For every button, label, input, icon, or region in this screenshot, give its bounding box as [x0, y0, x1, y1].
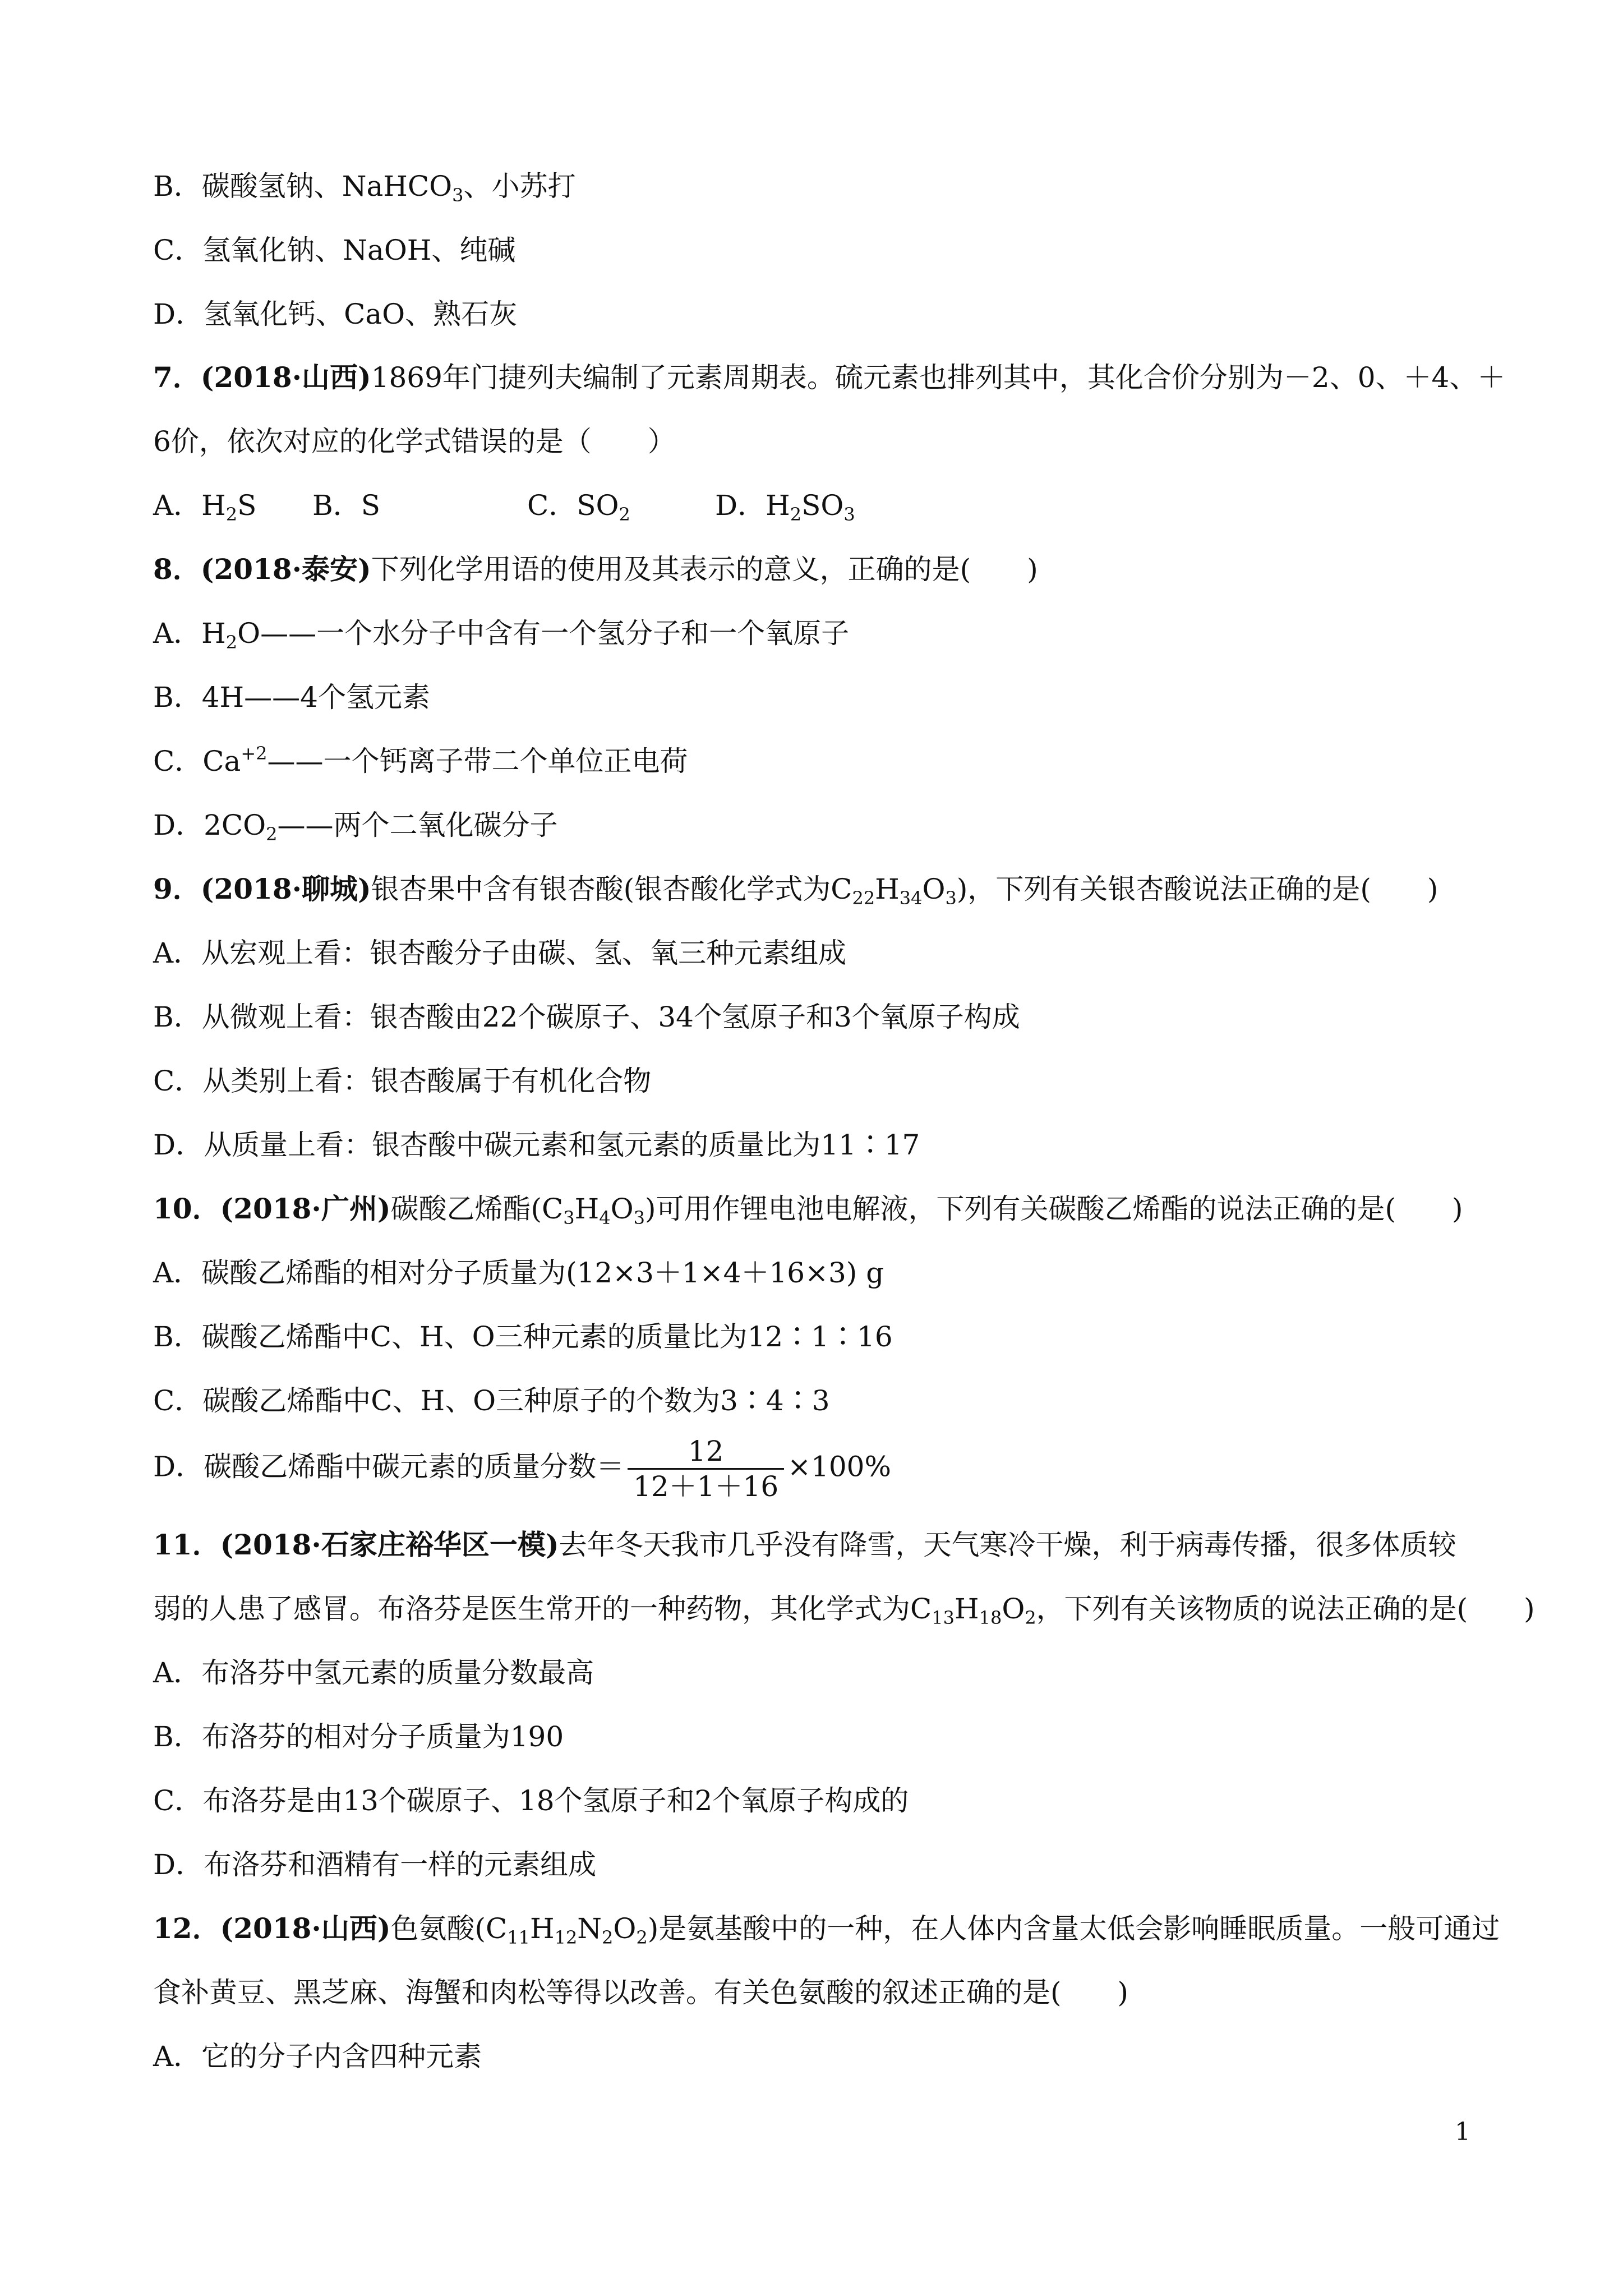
option-line: C．氢氧化钠、NaOH、纯碱	[153, 234, 516, 266]
option-line: A．它的分子内含四种元素	[153, 2040, 482, 2073]
question-7: 7．(2018·山西)1869年门捷列夫编制了元素周期表。硫元素也排列其中，其化合价分别为－2、0、＋4、＋	[153, 361, 1506, 394]
option-line: B．4H——4个氢元素	[153, 681, 430, 714]
question-9: 9．(2018·聊城)银杏果中含有银杏酸(银杏酸化学式为$C_{22}H_{34}O_3$)，下列有关银杏酸说法正确的是( )	[153, 872, 1438, 909]
option-line: A．布洛芬中氢元素的质量分数最高	[153, 1657, 594, 1689]
option-line: A．从宏观上看：银杏酸分子由碳、氢、氧三种元素组成	[153, 937, 847, 969]
question-10: 10．(2018·广州)碳酸乙烯酯$(C_3H_4O_3)$可用作锂电池电解液，下列有关碳酸乙烯酯的说法正确的是( )	[153, 1192, 1463, 1228]
option-line: C．从类别上看：银杏酸属于有机化合物	[153, 1065, 652, 1097]
question-8: 8．(2018·泰安)下列化学用语的使用及其表示的意义，正确的是( )	[153, 553, 1038, 586]
option-line: C．$Ca^{+2}——$一个钙离子带二个单位正电荷	[153, 743, 688, 777]
option-line: C．布洛芬是由13个碳原子、18个氢原子和2个氧原子构成的	[153, 1784, 909, 1817]
fraction: $\frac{12}{12+1+16}$	[628, 1434, 784, 1503]
option-line: A．碳酸乙烯酯的相对分子质量为(12×3＋1×4＋16×3) g	[153, 1257, 884, 1289]
option-line: C．碳酸乙烯酯中C、H、O三种原子的个数为3∶4∶3	[153, 1384, 830, 1417]
question-line: 弱的人患了感冒。布洛芬是医生常开的一种药物，其化学式为$C_{13}H_{18}O_2$，下列有关该物质的说法正确的是( )	[153, 1593, 1535, 1628]
question-line: 6价，依次对应的化学式错误的是（ ）	[153, 425, 676, 458]
option-line: D．碳酸乙烯酯中碳元素的质量分数＝ $\frac{12}{12+1+16}$ ×100%	[153, 1435, 891, 1503]
option-line: D．氢氧化钙、CaO、熟石灰	[153, 298, 518, 330]
option-line: B．布洛芬的相对分子质量为190	[153, 1720, 564, 1753]
option-line: D．从质量上看：银杏酸中碳元素和氢元素的质量比为11∶17	[153, 1129, 920, 1161]
option-line: D．$2CO_2——$两个二氧化碳分子	[153, 809, 558, 845]
option-line: B．从微观上看：银杏酸由22个碳原子、34个氢原子和3个氧原子构成	[153, 1001, 1020, 1033]
option-line: A．$H_2O——$一个水分子中含有一个氢分子和一个氧原子	[153, 617, 850, 653]
question-11: 11．(2018·石家庄裕华区一模)去年冬天我市几乎没有降雪，天气寒冷干燥，利于病毒传播，很多体质较	[153, 1528, 1456, 1561]
option-line: B．碳酸氢钠、NaHCO$_3$、小苏打	[153, 170, 576, 206]
option-line: B．碳酸乙烯酯中C、H、O三种元素的质量比为12∶1∶16	[153, 1320, 893, 1353]
question-12: 12．(2018·山西)色氨酸$(C_{11}H_{12}N_2O_2)$是氨基酸中的一种，在人体内含量太低会影响睡眠质量。一般可通过	[153, 1912, 1500, 1948]
option-line: D．布洛芬和酒精有一样的元素组成	[153, 1848, 597, 1881]
question-line: 食补黄豆、黑芝麻、海蟹和肉松等得以改善。有关色氨酸的叙述正确的是( )	[153, 1976, 1129, 2009]
options-row: A．$H_2S$ B．S C．$SO_2$ D．$H_2SO_3$	[153, 489, 855, 525]
page-number: 1	[1455, 2118, 1470, 2146]
